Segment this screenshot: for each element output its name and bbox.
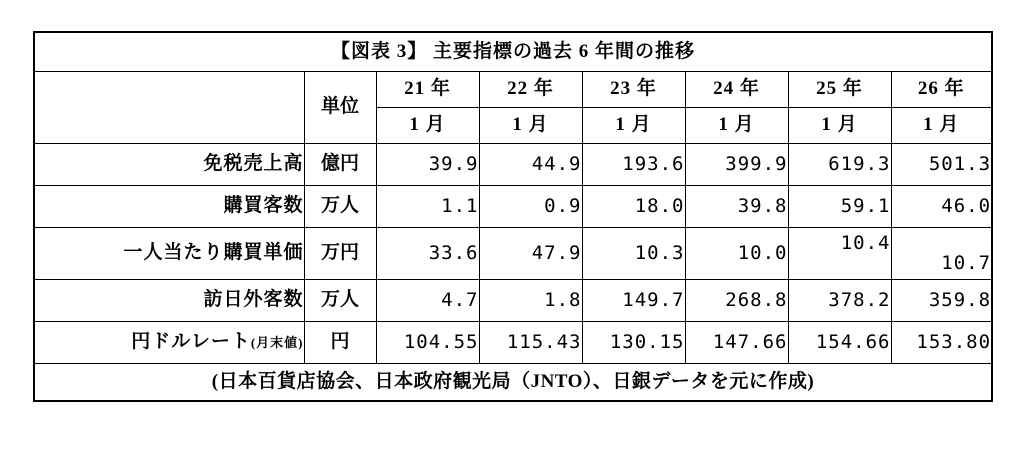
cell-value: 501.3 [891, 144, 992, 186]
cell-value: 268.8 [685, 280, 788, 322]
row-label [34, 322, 304, 364]
header-year-5: 25 年 [788, 72, 891, 108]
cell-value: 399.9 [685, 144, 788, 186]
row-label-text: 円ドルレート [131, 331, 251, 353]
cell-value: 0.9 [479, 186, 582, 228]
cell-value: 10.7 [891, 228, 992, 280]
cell-value: 44.9 [479, 144, 582, 186]
row-unit: 万人 [304, 186, 376, 228]
header-corner-blank [34, 72, 304, 144]
cell-value: 619.3 [788, 144, 891, 186]
header-month-6: 1 月 [891, 108, 992, 144]
header-month-3: 1 月 [582, 108, 685, 144]
table-title-row [34, 32, 992, 72]
table-row [34, 280, 992, 322]
table-row [34, 228, 992, 280]
cell-value: 104.55 [376, 322, 479, 364]
cell-value: 147.66 [685, 322, 788, 364]
header-month-1: 1 月 [376, 108, 479, 144]
row-label: 一人当たり購買単価 [34, 228, 304, 280]
header-month-4: 1 月 [685, 108, 788, 144]
header-month-2: 1 月 [479, 108, 582, 144]
row-label: 訪日外客数 [34, 280, 304, 322]
row-unit: 万円 [304, 228, 376, 280]
cell-value: 46.0 [891, 186, 992, 228]
cell-value: 10.0 [685, 228, 788, 280]
table-header-row-year [34, 72, 992, 108]
row-unit: 円 [304, 322, 376, 364]
cell-value: 153.80 [891, 322, 992, 364]
cell-value: 10.3 [582, 228, 685, 280]
row-label: 免税売上高 [34, 144, 304, 186]
table-row [34, 144, 992, 186]
cell-value: 47.9 [479, 228, 582, 280]
cell-value: 115.43 [479, 322, 582, 364]
row-label-note: (月末値) [250, 335, 304, 351]
cell-value: 154.66 [788, 322, 891, 364]
row-unit: 億円 [304, 144, 376, 186]
table-title: 【図表 3】 主要指標の過去 6 年間の推移 [34, 32, 992, 72]
cell-value: 149.7 [582, 280, 685, 322]
cell-value: 1.8 [479, 280, 582, 322]
cell-value: 378.2 [788, 280, 891, 322]
metrics-table [33, 31, 993, 402]
cell-value: 1.1 [376, 186, 479, 228]
cell-value: 59.1 [788, 186, 891, 228]
row-label: 購買客数 [34, 186, 304, 228]
header-year-3: 23 年 [582, 72, 685, 108]
header-year-4: 24 年 [685, 72, 788, 108]
cell-value: 130.15 [582, 322, 685, 364]
cell-value: 39.9 [376, 144, 479, 186]
cell-value: 33.6 [376, 228, 479, 280]
cell-value: 4.7 [376, 280, 479, 322]
cell-value: 359.8 [891, 280, 992, 322]
cell-value: 193.6 [582, 144, 685, 186]
header-unit: 単位 [304, 72, 376, 144]
source-note: (日本百貨店協会、日本政府観光局（JNTO）、日銀データを元に作成) [34, 364, 992, 402]
table-row [34, 186, 992, 228]
cell-value: 10.4 [788, 228, 891, 280]
cell-value: 39.8 [685, 186, 788, 228]
row-unit: 万人 [304, 280, 376, 322]
header-year-6: 26 年 [891, 72, 992, 108]
cell-value: 18.0 [582, 186, 685, 228]
header-month-5: 1 月 [788, 108, 891, 144]
table-source-row [34, 364, 992, 402]
header-year-2: 22 年 [479, 72, 582, 108]
table-row [34, 322, 992, 364]
header-year-1: 21 年 [376, 72, 479, 108]
